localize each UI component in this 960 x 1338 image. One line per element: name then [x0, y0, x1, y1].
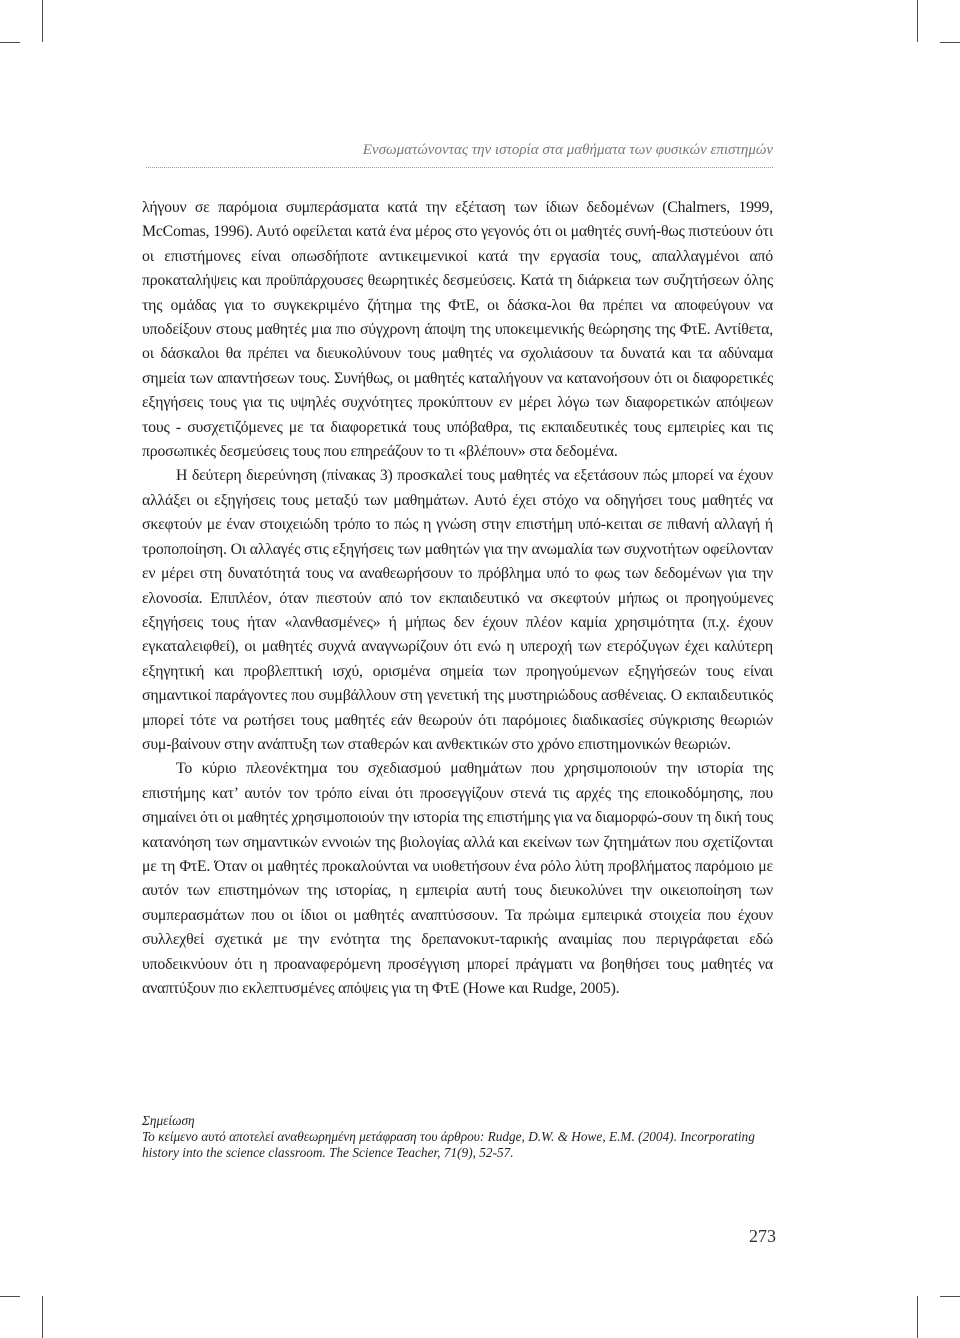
- body-text: [142, 196, 773, 1001]
- paragraph-2: Η δεύτερη διερεύνηση (πίνακας 3) προσκαλεί τους μαθητές να εξετάσουν πώς μπορεί να έχουν αλλάξει οι εξηγήσεις τους μεταξύ των μαθημάτων. Αυτό έχει στόχο να οδηγήσει τους μαθητές να σκεφτούν με έναν στοιχειώδη τρόπο το πώς η γνώση στην επιστήμη υπό-κειται σε πιθανή αλλαγή ή τροποποίηση. Οι αλλαγές στις εξηγήσεις των μαθητών για την ανωμαλία των συχνοτήτων οφείλονταν εν μέρει στη δυνατότητά τους να αναθεωρήσουν το πρόβλημα υπό το φως των δεδομένων για την ελονοσία. Επιπλέον, όταν πιεστούν από τον εκπαιδευτικό να σκεφτούν μήπως οι προηγούμενες εξηγήσεις τους ήταν «λανθασμένες» ή μήπως δεν έχουν πλέον καμία χρησιμότητα (π.χ. έχουν εγκαταλειφθεί), οι μαθητές συχνά αναγνωρίζουν ότι ενώ η υπεροχή των ετερόζυγων έχει καλύτερη εξηγητική και προβλεπτική ισχύ, ορισμένα σημεία των προηγούμενων εξηγήσεών τους είναι σημαντικοί παράγοντες που συμβάλλουν στη γενετική της μυστηριώδους ασθένειας. Ο εκπαιδευτικός μπορεί τότε να ρωτήσει τους μαθητές εάν θεωρούν ότι παρόμοιες διαδικασίες σύγκρισης θεωριών συμ-βαίνουν στην ανάπτυξη των σταθερών και ανθεκτικών στο χρόνο επιστημονικών θεωριών.: [142, 467, 773, 753]
- crop-mark-top-right-h: [940, 42, 960, 43]
- crop-mark-top-right: [917, 0, 918, 42]
- header-rule: [146, 167, 773, 168]
- footnote: [142, 1113, 773, 1161]
- crop-mark-bottom-right: [917, 1296, 918, 1338]
- paragraph-1: λήγουν σε παρόμοια συμπεράσματα κατά την εξέταση των ίδιων δεδομένων (Chalmers, 1999, McComas, 1996). Αυτό οφείλεται κατά ένα μέρος στο γεγονός ότι οι μαθητές συνή-θως πιστεύουν ότι οι επιστήμονες είναι οπωσδήποτε αντικειμενικοί κατά την εργασία τους, απαλλαγμένοι από προκαταλήψεις και προϋπάρχουσες θεωρητικές δεσμεύσεις. Κατά τη διάρκεια των συζητήσεων όλης της ομάδας για το συγκεκριμένο ζήτημα της ΦτΕ, οι δάσκα-λοι θα πρέπει να αποφεύγουν να υποδείξουν στους μαθητές μια πιο σύγχρονη άποψη της υποκειμενικής θεώρησης της ΦτΕ. Αντίθετα, οι δάσκαλοι θα πρέπει να διευκολύνουν τους μαθητές να σχολιάσουν τα δυνατά και τα αδύναμα σημεία των απαντήσεων τους. Συνήθως, οι μαθητές καταλήγουν να κατανοήσουν ότι οι διαφορετικές εξηγήσεις τους για τις υψηλές συχνότητες προκύπτουν εν μέρει λόγω των διαφορετικών απόψεων τους - συσχετιζόμενες με τα διαφορετικά τους υπόβαθρα, τις εκπαιδευτικές τους εμπειρίες και τις προσωπικές δεσμεύσεις τους που επηρεάζουν το τι «βλέπουν» στα δεδομένα.: [142, 199, 773, 461]
- crop-mark-bottom-left: [42, 1296, 43, 1338]
- crop-mark-bottom-left-h: [0, 1296, 20, 1297]
- running-header: Ενσωματώνοντας την ιστορία στα μαθήματα των φυσικών επιστημών: [362, 142, 773, 158]
- page-number: 273: [749, 1226, 776, 1246]
- paragraph-3: Το κύριο πλεονέκτημα του σχεδιασμού μαθημάτων που χρησιμοποιούν την ιστορία της επιστήμης κατ’ αυτόν τον τρόπο είναι ότι προσεγγίζουν στενά τις αρχές της εποικοδόμησης, που σημαίνει ότι οι μαθητές χρησιμοποιούν την ιστορία της επιστήμης για να διαμορφώ-σουν τη δική τους κατανόηση των σημαντικών εννοιών της βιολογίας αλλά και εκείνων των ζητημάτων που σχετίζονται με τη ΦτΕ. Όταν οι μαθητές προκαλούνται να υιοθετήσουν ένα ρόλο λύτη προβλήματος παρόμοιο με αυτόν των επιστημόνων της ιστορίας, η εμπειρία αυτή τους διευκολύνει την οικειοποίηση των συμπερασμάτων που οι ίδιοι οι μαθητές αναπτύσσουν. Τα πρώιμα εμπειρικά στοιχεία που έχουν συλλεχθεί σχετικά με την ενότητα της δρεπανοκυτ-ταρικής αναιμίας που περιγράφεται εδώ υποδεικνύουν ότι η προαναφερόμενη προσέγγιση μπορεί πράγματι να βοηθήσει τους μαθητές να αναπτύξουν πιο εκλεπτυσμένες απόψεις για τη ΦτΕ (Howe και Rudge, 2005).: [142, 760, 773, 997]
- crop-mark-bottom-right-h: [940, 1296, 960, 1297]
- footnote-text: Το κείμενο αυτό αποτελεί αναθεωρημένη μετάφραση του άρθρου: Rudge, D.W. & Howe, E.M. (2004). Incorporating history into the science classroom. The Science Teacher, 71(9), 52-57.: [142, 1129, 755, 1160]
- crop-mark-top-left-h: [0, 42, 20, 43]
- footnote-heading: Σημείωση: [142, 1113, 195, 1128]
- crop-mark-top-left: [42, 0, 43, 42]
